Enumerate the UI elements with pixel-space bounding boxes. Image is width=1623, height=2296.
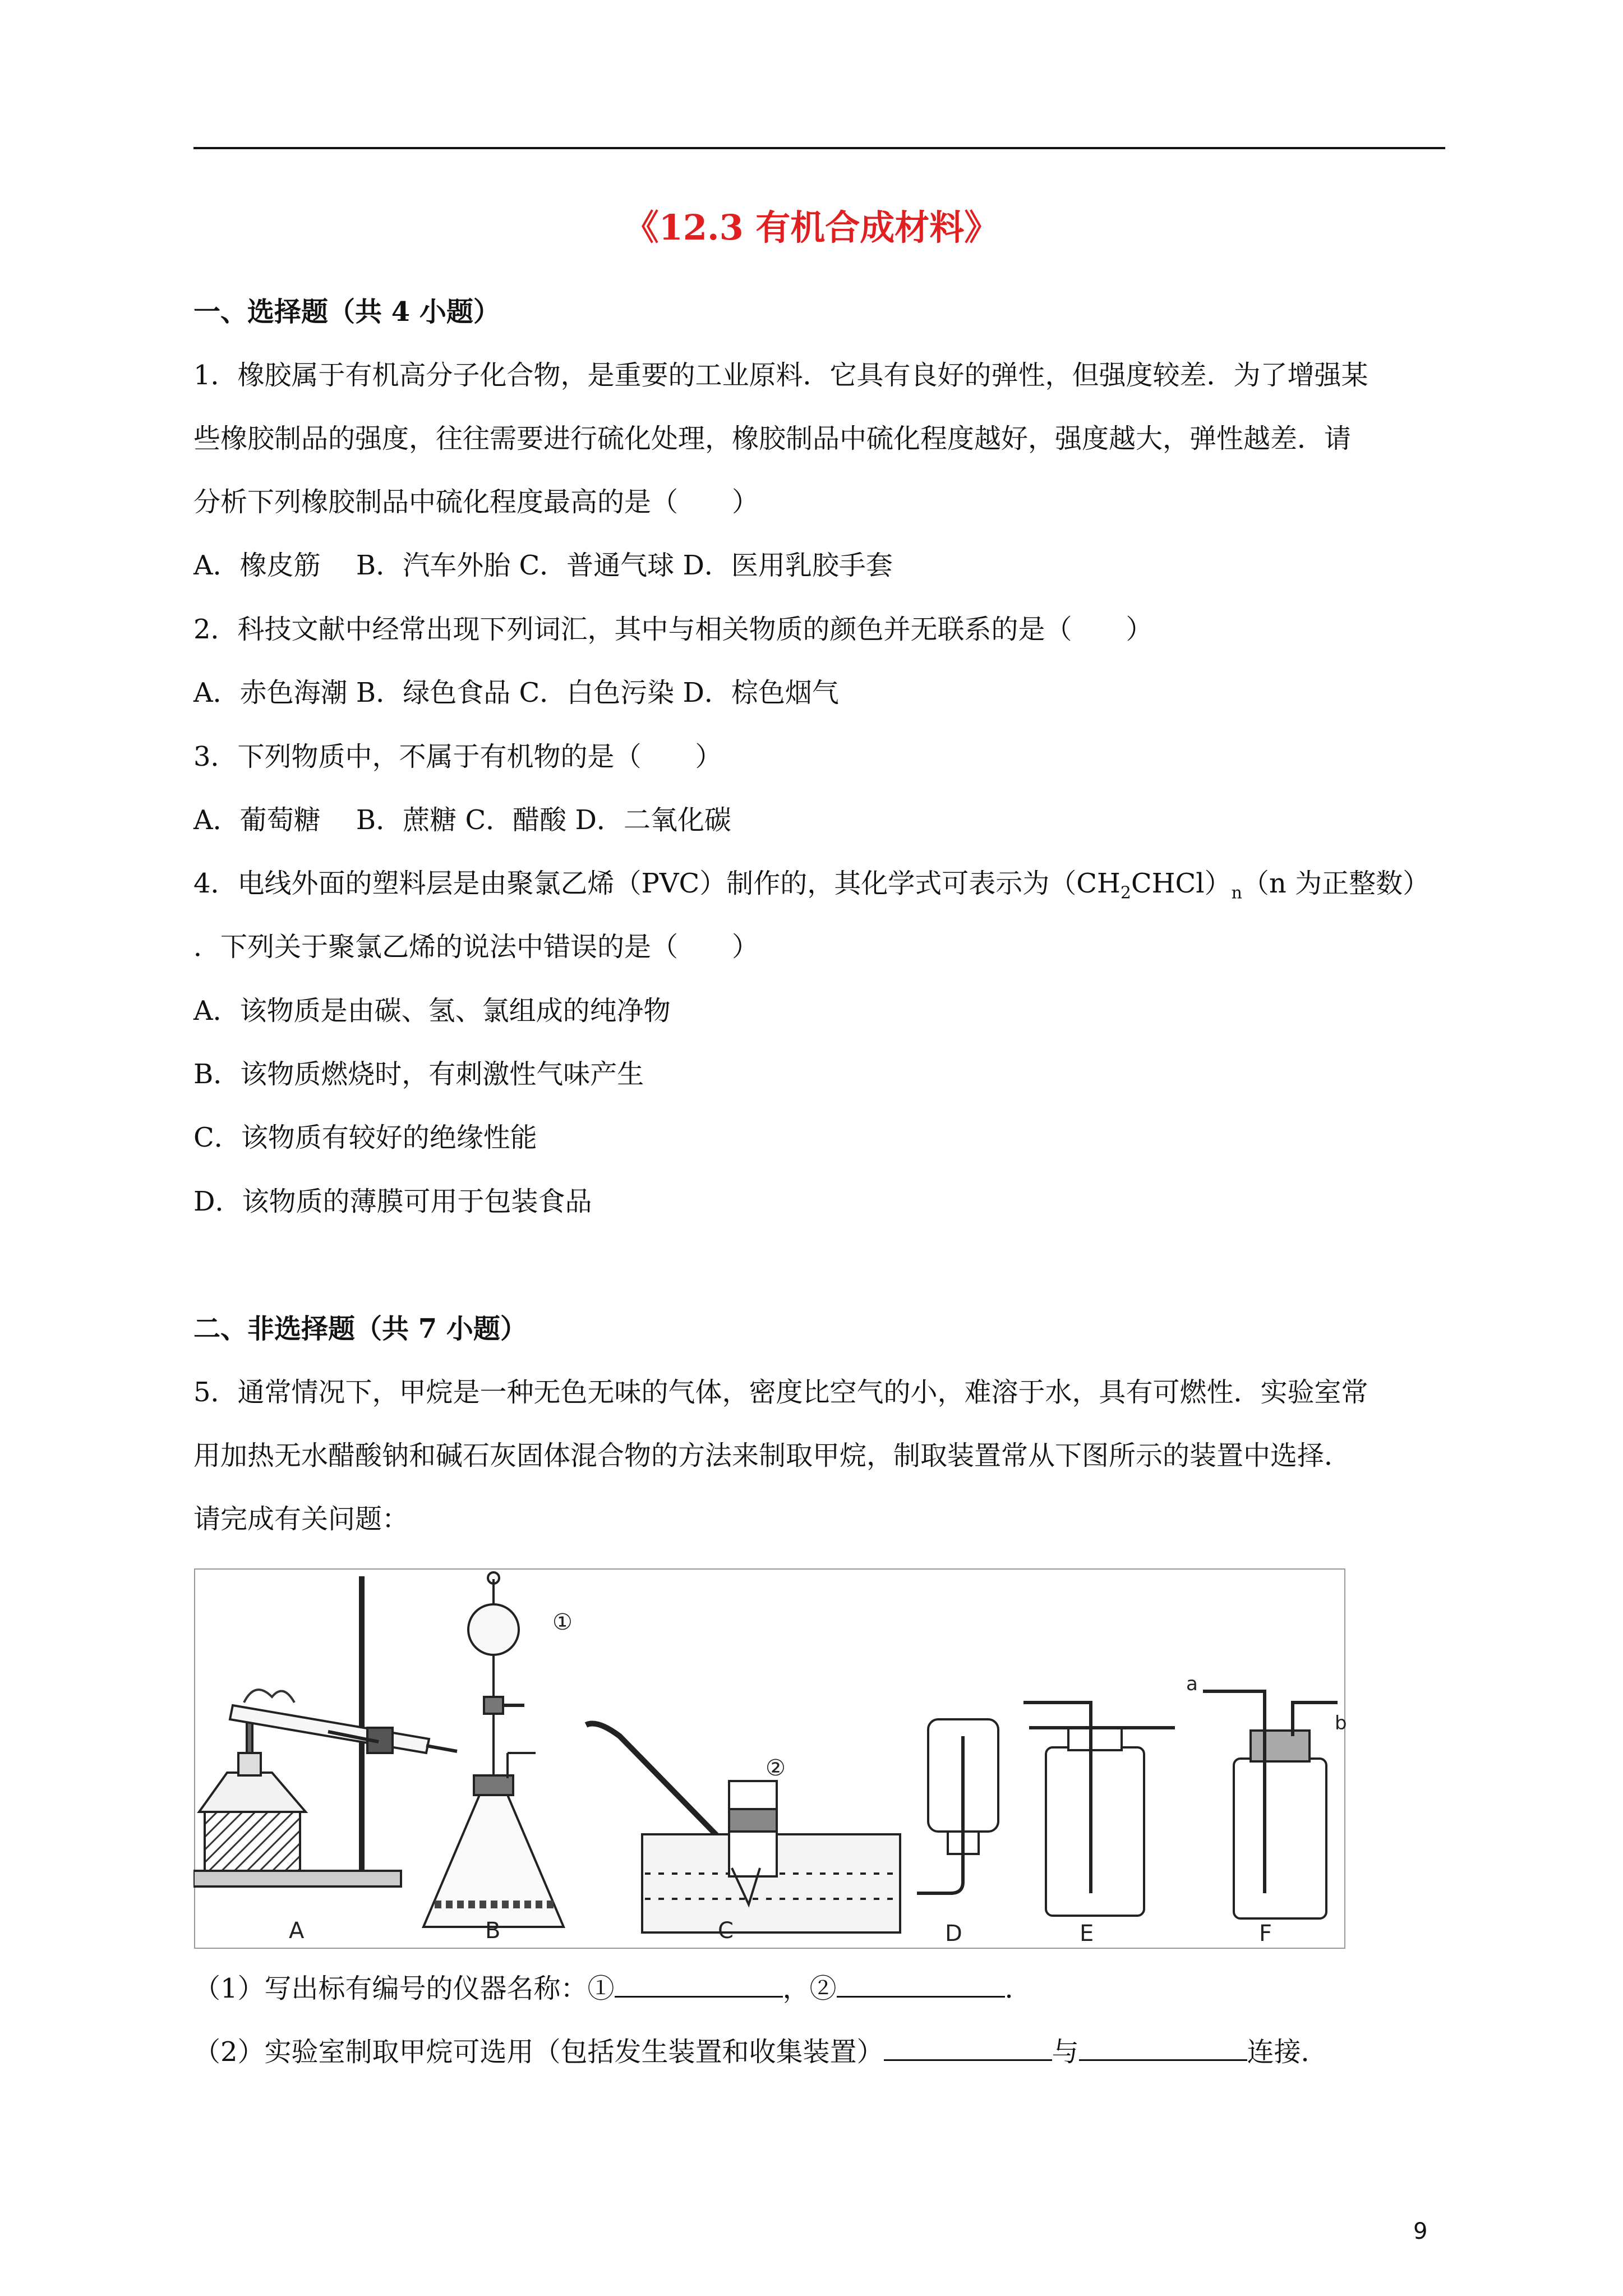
marker-1-label: ① <box>552 1609 573 1635</box>
label-c: C <box>718 1918 734 1944</box>
answer-blank-2[interactable] <box>837 1973 1005 1998</box>
q4-sub-n: n <box>1231 883 1242 903</box>
q4-line-2: ．下列关于聚氯乙烯的说法中错误的是（ ） <box>193 931 759 963</box>
section-heading-1: 一、选择题（共 4 小题） <box>193 296 500 328</box>
apparatus-d <box>917 1719 998 1893</box>
q4-option-c: C．该物质有较好的绝缘性能 <box>193 1122 537 1153</box>
q4-text-c: （n 为正整数） <box>1242 868 1430 899</box>
section-heading-2: 二、非选择题（共 7 小题） <box>193 1313 527 1345</box>
q5-line-1: 5．通常情况下，甲烷是一种无色无味的气体，密度比空气的小，难溶于水，具有可燃性．实验室常 <box>193 1377 1368 1408</box>
apparatus-f <box>1203 1691 1338 1918</box>
q3-options: A．葡萄糖 B．蔗糖 C．醋酸 D．二氧化碳 <box>193 804 731 836</box>
apparatus-e <box>1023 1703 1175 1916</box>
label-a: A <box>289 1918 305 1944</box>
answer-blank-1[interactable] <box>615 1973 783 1998</box>
q2-options: A．赤色海潮 B．绿色食品 C．白色污染 D．棕色烟气 <box>193 677 839 708</box>
apparatus-figure <box>193 1568 1346 1949</box>
q4-line-1 <box>193 870 1445 902</box>
label-b: B <box>485 1918 501 1944</box>
q5-line-3: 请完成有关问题： <box>193 1503 409 1535</box>
marker-2-label: ② <box>766 1755 786 1781</box>
header-rule <box>193 147 1445 149</box>
q1-options: A．橡皮筋 B．汽车外胎 C．普通气球 D．医用乳胶手套 <box>193 550 893 581</box>
answer-blank-3[interactable] <box>884 2037 1052 2061</box>
apparatus-a <box>193 1576 457 1887</box>
q5-sub1-text-a: （1）写出标有编号的仪器名称：① <box>193 1973 615 2004</box>
label-e: E <box>1080 1921 1094 1947</box>
page-number: 9 <box>1413 2219 1428 2244</box>
label-f: F <box>1259 1921 1272 1947</box>
page-title: 《12.3 有机合成材料》 <box>624 207 999 248</box>
q4-text-b: CHCl） <box>1131 868 1232 899</box>
answer-blank-4[interactable] <box>1079 2037 1247 2061</box>
q3-stem: 3．下列物质中，不属于有机物的是（ ） <box>193 741 722 772</box>
q4-option-a: A．该物质是由碳、氢、氯组成的纯净物 <box>193 995 671 1027</box>
q1-line-2: 些橡胶制品的强度，往往需要进行硫化处理，橡胶制品中硫化程度越好，强度越大，弹性越差．请 <box>193 423 1352 454</box>
label-d: D <box>945 1921 962 1947</box>
q4-text-a: 4．电线外面的塑料层是由聚氯乙烯（PVC）制作的，其化学式可表示为（CH <box>193 868 1121 899</box>
q4-sub-2: 2 <box>1120 883 1131 903</box>
q5-sub1-text-c: ． <box>1004 1973 1032 2004</box>
q4-option-b: B．该物质燃烧时，有刺激性气味产生 <box>193 1059 644 1090</box>
q2-stem: 2．科技文献中经常出现下列词汇，其中与相关物质的颜色并无联系的是（ ） <box>193 614 1153 645</box>
q5-sub-2 <box>193 2036 1445 2068</box>
q5-sub2-text-b: 与 <box>1052 2036 1079 2068</box>
q1-line-1: 1．橡胶属于有机高分子化合物，是重要的工业原料．它具有良好的弹性，但强度较差．为了增强某 <box>193 360 1368 391</box>
q1-line-3: 分析下列橡胶制品中硫化程度最高的是（ ） <box>193 486 759 518</box>
q5-line-2: 用加热无水醋酸钠和碱石灰固体混合物的方法来制取甲烷，制取装置常从下图所示的装置中选择． <box>193 1440 1352 1471</box>
apparatus-diagram <box>193 1568 1346 1949</box>
q5-sub-1 <box>193 1973 1445 2002</box>
q5-sub2-text-c: 连接． <box>1247 2036 1328 2068</box>
q5-sub1-text-b: ，② <box>782 1973 837 2004</box>
apparatus-c <box>586 1724 900 1933</box>
port-a-label: a <box>1186 1673 1198 1695</box>
q4-option-d: D．该物质的薄膜可用于包装食品 <box>193 1186 592 1217</box>
q5-sub2-text-a: （2）实验室制取甲烷可选用（包括发生装置和收集装置） <box>193 2036 884 2068</box>
port-b-label: b <box>1335 1712 1346 1734</box>
